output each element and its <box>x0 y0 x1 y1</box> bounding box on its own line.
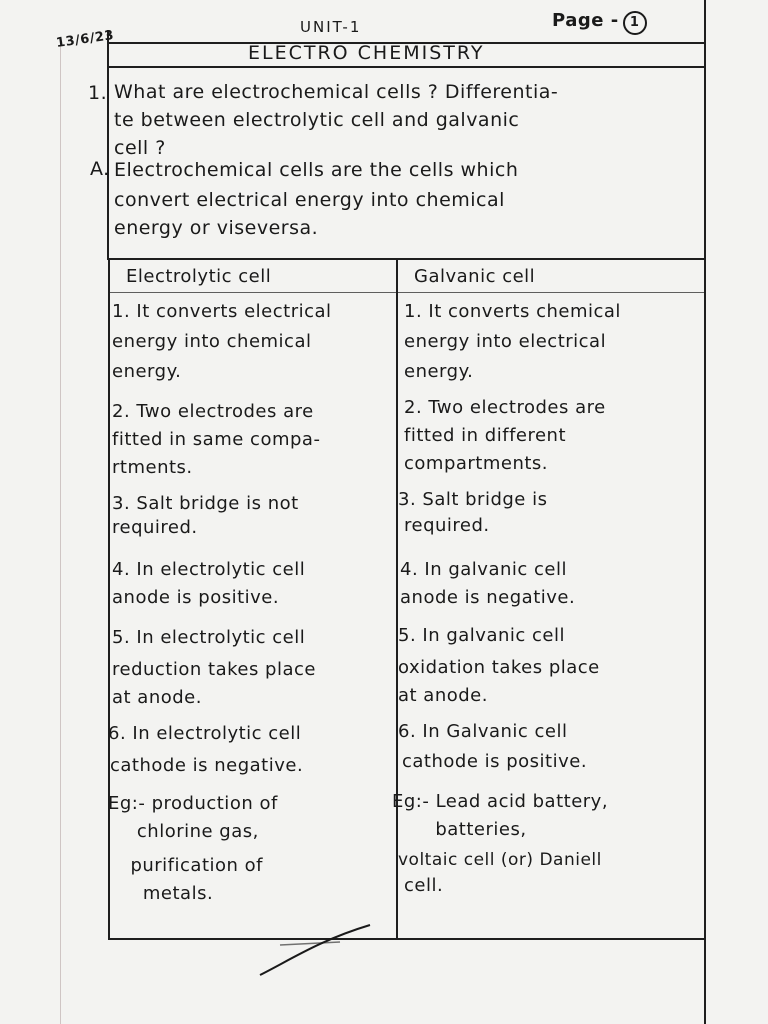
question-line-2: te between electrolytic cell and galvanic <box>114 109 520 131</box>
answer-marker: A. <box>90 158 110 180</box>
column-header-galvanic: Galvanic cell <box>414 266 536 287</box>
right-cell-line: 3. Salt bridge is <box>398 489 548 510</box>
left-cell-line: 1. It converts electrical <box>112 301 332 322</box>
right-cell-line: fitted in different <box>404 425 567 446</box>
right-cell-line: cathode is positive. <box>402 751 588 772</box>
right-cell-line: energy into electrical <box>404 331 607 352</box>
answer-line-3: energy or viseversa. <box>114 217 319 239</box>
left-cell-line: metals. <box>118 883 214 904</box>
left-cell-line: 2. Two electrodes are <box>112 401 314 422</box>
table-left-border <box>108 258 110 940</box>
answer-line-1: Electrochemical cells are the cells which <box>114 159 519 181</box>
table-header-rule <box>108 292 706 293</box>
faint-page-edge <box>60 40 61 1024</box>
left-cell-line: fitted in same compa- <box>112 429 321 450</box>
left-cell-line: chlorine gas, <box>112 821 259 842</box>
left-cell-line: purification of <box>118 855 263 876</box>
left-cell-line: 6. In electrolytic cell <box>108 723 302 744</box>
left-cell-line: cathode is negative. <box>110 755 304 776</box>
question-number: 1. <box>88 82 108 104</box>
left-cell-line: required. <box>112 517 198 538</box>
left-cell-line: energy. <box>112 361 182 382</box>
left-cell-line: energy into chemical <box>112 331 312 352</box>
question-line-1: What are electrochemical cells ? Differentia- <box>114 81 559 103</box>
right-cell-line: required. <box>404 515 490 536</box>
date-text: 13/6/23 <box>55 28 115 51</box>
left-cell-line: anode is positive. <box>112 587 280 608</box>
unit-label: UNIT-1 <box>300 18 362 36</box>
right-cell-line: batteries, <box>398 819 527 840</box>
right-cell-line: 5. In galvanic cell <box>398 625 565 646</box>
page-number: 1 <box>623 11 647 35</box>
right-cell-line: cell. <box>404 875 444 896</box>
left-cell-line: reduction takes place <box>112 659 316 680</box>
column-header-electrolytic: Electrolytic cell <box>126 266 272 287</box>
page-title: ELECTRO CHEMISTRY <box>248 42 485 64</box>
left-cell-line: rtments. <box>112 457 193 478</box>
right-cell-line: 4. In galvanic cell <box>400 559 567 580</box>
left-cell-line: Eg:- production of <box>108 793 278 814</box>
right-cell-line: anode is negative. <box>400 587 576 608</box>
right-cell-line: oxidation takes place <box>398 657 600 678</box>
right-cell-line: Eg:- Lead acid battery, <box>392 791 609 812</box>
right-cell-line: compartments. <box>404 453 549 474</box>
left-cell-line: 4. In electrolytic cell <box>112 559 306 580</box>
right-cell-line: energy. <box>404 361 474 382</box>
table-top-border <box>108 258 706 260</box>
page-label: Page - <box>552 10 619 31</box>
left-cell-line: 5. In electrolytic cell <box>112 627 306 648</box>
page-indicator <box>552 10 647 35</box>
left-margin-line <box>107 30 109 260</box>
signature-scribble-icon <box>250 920 450 980</box>
question-line-3: cell ? <box>114 137 166 159</box>
right-cell-line: at anode. <box>398 685 488 706</box>
title-rule <box>107 66 705 68</box>
right-cell-line: 2. Two electrodes are <box>404 397 606 418</box>
left-cell-line: 3. Salt bridge is not <box>112 493 299 514</box>
right-cell-line: 1. It converts chemical <box>404 301 621 322</box>
right-border-line <box>704 0 706 1024</box>
right-cell-line: voltaic cell (or) Daniell <box>398 850 602 870</box>
answer-line-2: convert electrical energy into chemical <box>114 189 505 211</box>
left-cell-line: at anode. <box>112 687 202 708</box>
right-cell-line: 6. In Galvanic cell <box>398 721 568 742</box>
